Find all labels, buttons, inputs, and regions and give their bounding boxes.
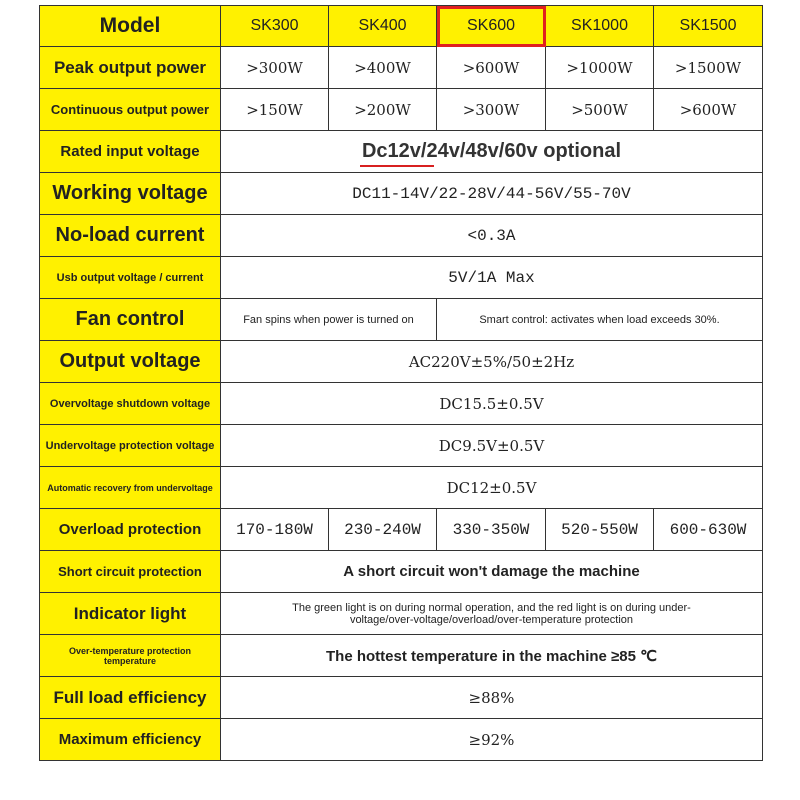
label-fan-control: Fan control <box>40 299 221 341</box>
value-cell: 170-180W <box>221 509 329 551</box>
value-cell: >400W <box>329 47 437 89</box>
label-max-efficiency: Maximum efficiency <box>40 719 221 761</box>
value-overvoltage-shutdown: DC15.5±0.5V <box>221 383 763 425</box>
value-no-load-current: <0.3A <box>221 215 763 257</box>
value-working-voltage: DC11-14V/22-28V/44-56V/55-70V <box>221 173 763 215</box>
model-sk400: SK400 <box>329 6 437 47</box>
rated-input-voltage-text <box>362 140 621 162</box>
spec-table <box>39 5 763 761</box>
value-indicator-light: The green light is on during normal operation, and the red light is on during under-voltage/over-voltage/overload/over-temperature protection <box>221 593 763 635</box>
rated-input-voltage-value: Dc12v/24v/48v/60v optional <box>361 140 622 162</box>
value-cell: >600W <box>654 89 763 131</box>
row-max-efficiency <box>40 719 763 761</box>
label-undervoltage-protection: Undervoltage protection voltage <box>40 425 221 467</box>
value-cell: >600W <box>437 47 546 89</box>
label-working-voltage: Working voltage <box>40 173 221 215</box>
label-over-temperature: Over-temperature protection temperature <box>40 635 221 677</box>
value-undervoltage-protection: DC9.5V±0.5V <box>221 425 763 467</box>
row-fan-control <box>40 299 763 341</box>
label-continuous-output-power: Continuous output power <box>40 89 221 131</box>
row-short-circuit <box>40 551 763 593</box>
value-cell: 230-240W <box>329 509 437 551</box>
row-undervoltage-recovery <box>40 467 763 509</box>
row-rated-input-voltage <box>40 131 763 173</box>
row-output-voltage <box>40 341 763 383</box>
label-overvoltage-shutdown: Overvoltage shutdown voltage <box>40 383 221 425</box>
model-sk600-selected: SK600 <box>437 6 546 47</box>
row-continuous-output-power <box>40 89 763 131</box>
row-over-temperature <box>40 635 763 677</box>
label-short-circuit: Short circuit protection <box>40 551 221 593</box>
row-undervoltage-protection <box>40 425 763 467</box>
row-usb-output <box>40 257 763 299</box>
value-cell: 520-550W <box>546 509 654 551</box>
value-rated-input-voltage <box>221 131 763 173</box>
label-no-load-current: No-load current <box>40 215 221 257</box>
model-sk1000: SK1000 <box>546 6 654 47</box>
model-header: Model <box>40 6 221 47</box>
value-undervoltage-recovery: DC12±0.5V <box>221 467 763 509</box>
value-cell: >1500W <box>654 47 763 89</box>
value-cell: 330-350W <box>437 509 546 551</box>
row-peak-output-power <box>40 47 763 89</box>
value-fan-control-smart: Smart control: activates when load exceeds 30%. <box>437 299 763 341</box>
value-cell: >500W <box>546 89 654 131</box>
label-output-voltage: Output voltage <box>40 341 221 383</box>
label-rated-input-voltage: Rated input voltage <box>40 131 221 173</box>
row-full-load-efficiency <box>40 677 763 719</box>
row-overload-protection <box>40 509 763 551</box>
value-usb-output: 5V/1A Max <box>221 257 763 299</box>
value-over-temperature: The hottest temperature in the machine ≥85 ℃ <box>221 635 763 677</box>
label-indicator-light: Indicator light <box>40 593 221 635</box>
model-sk300: SK300 <box>221 6 329 47</box>
value-cell: >1000W <box>546 47 654 89</box>
value-cell: >200W <box>329 89 437 131</box>
value-cell: >300W <box>221 47 329 89</box>
label-peak-output-power: Peak output power <box>40 47 221 89</box>
row-working-voltage <box>40 173 763 215</box>
label-full-load-efficiency: Full load efficiency <box>40 677 221 719</box>
value-short-circuit: A short circuit won't damage the machine <box>221 551 763 593</box>
label-overload-protection: Overload protection <box>40 509 221 551</box>
value-fan-control-basic: Fan spins when power is turned on <box>221 299 437 341</box>
header-row <box>40 6 763 47</box>
row-indicator-light <box>40 593 763 635</box>
row-no-load-current <box>40 215 763 257</box>
value-max-efficiency: ≥92% <box>221 719 763 761</box>
value-cell: 600-630W <box>654 509 763 551</box>
model-sk1500: SK1500 <box>654 6 763 47</box>
value-output-voltage: AC220V±5%/50±2Hz <box>221 341 763 383</box>
red-underline-mark <box>360 165 434 167</box>
label-undervoltage-recovery: Automatic recovery from undervoltage <box>40 467 221 509</box>
row-overvoltage-shutdown <box>40 383 763 425</box>
label-usb-output: Usb output voltage / current <box>40 257 221 299</box>
value-cell: >300W <box>437 89 546 131</box>
value-full-load-efficiency: ≥88% <box>221 677 763 719</box>
value-cell: >150W <box>221 89 329 131</box>
